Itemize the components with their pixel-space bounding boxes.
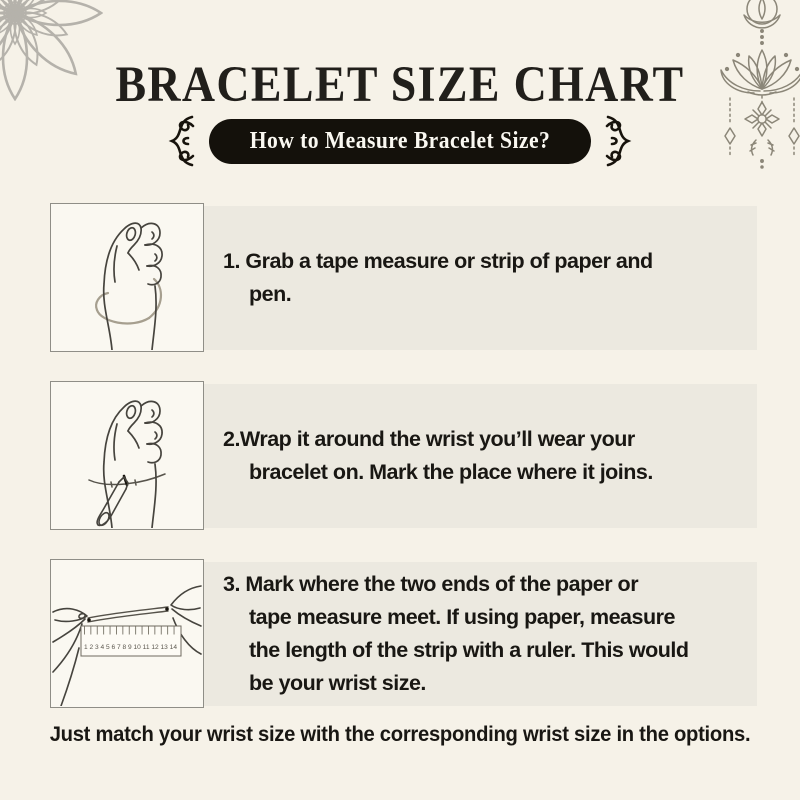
step-1-illustration-panel bbox=[50, 203, 204, 352]
step-1-text bbox=[204, 206, 757, 350]
fist-with-tape-loop-icon bbox=[51, 204, 203, 350]
step-2-text bbox=[204, 384, 757, 528]
step-row-1 bbox=[50, 206, 757, 350]
step-row-2 bbox=[50, 384, 757, 528]
fist-with-pen-marking-icon bbox=[51, 382, 203, 528]
step-text-line: tape measure meet. If using paper, measure bbox=[249, 605, 675, 629]
mandala-flower-icon bbox=[0, 0, 103, 101]
step-text-line: 1. Grab a tape measure or strip of paper and bbox=[223, 249, 653, 273]
step-text-line: the length of the strip with a ruler. This would bbox=[249, 638, 689, 662]
subtitle-badge-label: How to Measure Bracelet Size? bbox=[249, 127, 551, 154]
footer-note: Just match your wrist size with the corresponding wrist size in the options. bbox=[49, 722, 751, 746]
step-text-line: pen. bbox=[249, 282, 292, 306]
subtitle-row bbox=[0, 112, 800, 170]
step-text-line: 2.Wrap it around the wrist you’ll wear your bbox=[223, 427, 635, 451]
step-row-3 bbox=[50, 562, 757, 706]
page-title: BRACELET SIZE CHART bbox=[115, 57, 685, 113]
step-text-line: be your wrist size. bbox=[249, 671, 426, 695]
step-2-illustration-panel bbox=[50, 381, 204, 530]
ruler-numbers: 1 2 3 4 5 6 7 8 9 10 11 12 13 14 bbox=[84, 644, 178, 651]
step-text-line: bracelet on. Mark the place where it joins. bbox=[249, 460, 653, 484]
steps-list bbox=[50, 206, 757, 740]
step-text-line: 3. Mark where the two ends of the paper or bbox=[223, 572, 639, 596]
hands-ruler-measure-icon bbox=[51, 560, 203, 706]
flourish-left-icon bbox=[161, 112, 199, 170]
step-3-text bbox=[204, 562, 757, 706]
flourish-right-icon bbox=[601, 112, 639, 170]
step-3-illustration-panel bbox=[50, 559, 204, 708]
subtitle-badge bbox=[209, 119, 591, 164]
